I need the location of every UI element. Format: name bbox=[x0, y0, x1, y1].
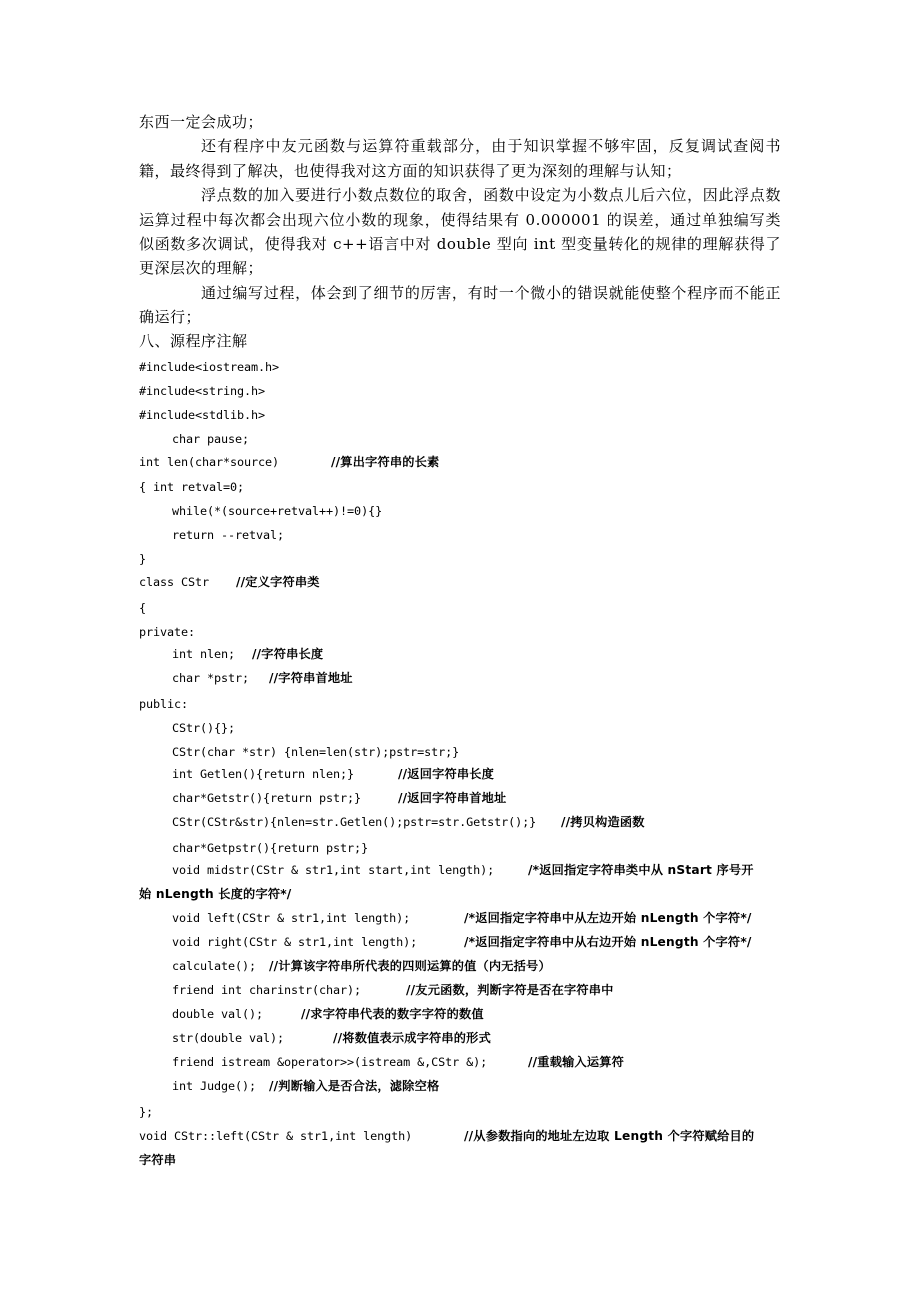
code-line: #include<stdlib.h> bbox=[139, 408, 266, 422]
code-comment: //定义字符串类 bbox=[236, 575, 320, 589]
code-line: int Getlen(){return nlen;} bbox=[172, 767, 355, 781]
paragraph-friend-functions: 还有程序中友元函数与运算符重载部分，由于知识掌握不够牢固，反复调试查阅书籍，最终得到了解决，也使得我对这方面的知识获得了更为深刻的理解与认知； bbox=[139, 137, 781, 180]
code-comment: //求字符串代表的数字字符的数值 bbox=[301, 1007, 484, 1021]
code-line: int Judge(); bbox=[172, 1079, 257, 1093]
code-line: void right(CStr & str1,int length); bbox=[172, 935, 418, 949]
code-line: str(double val); bbox=[172, 1031, 285, 1045]
conclusion-text bbox=[139, 110, 781, 330]
code-line: #include<iostream.h> bbox=[139, 360, 280, 374]
code-comment: //字符串首地址 bbox=[269, 671, 353, 685]
code-line: double val(); bbox=[172, 1007, 264, 1021]
code-line: calculate(); bbox=[172, 959, 257, 973]
code-comment: //计算该字符串所代表的四则运算的值（内无括号） bbox=[269, 959, 551, 973]
code-line: return --retval; bbox=[172, 528, 285, 542]
code-line: void midstr(CStr & str1,int start,int length); bbox=[172, 863, 495, 877]
code-line: void CStr::left(CStr & str1,int length) bbox=[139, 1129, 413, 1143]
paragraph-floating-point: 浮点数的加入要进行小数点数位的取舍，函数中设定为小数点儿后六位，因此浮点数运算过程中每次都会出现六位小数的现象，使得结果有 0.000001 的误差，通过单独编写类似函数多次调试，使得我对 c++语言中对 double 型向 int 型变量转化的规律的理解获得了更深层次的理解； bbox=[139, 186, 781, 278]
code-line: void left(CStr & str1,int length); bbox=[172, 911, 411, 925]
code-comment: /*返回指定字符串中从右边开始 nLength 个字符*/ bbox=[464, 935, 752, 949]
section-heading: 八、源程序注解 bbox=[139, 332, 248, 350]
code-line: char pause; bbox=[172, 432, 250, 446]
code-comment: //字符串长度 bbox=[252, 647, 324, 661]
code-line: #include<string.h> bbox=[139, 384, 266, 398]
code-comment: //从参数指向的地址左边取 Length 个字符赋给目的 bbox=[464, 1129, 755, 1143]
code-line: friend istream &operator>>(istream &,CStr &); bbox=[172, 1055, 488, 1069]
code-line: } bbox=[139, 552, 147, 566]
paragraph-continuation: 东西一定会成功； bbox=[139, 113, 264, 131]
code-comment: //返回字符串长度 bbox=[398, 767, 495, 781]
code-line: class CStr bbox=[139, 575, 210, 589]
code-line: private: bbox=[139, 625, 196, 639]
code-comment: 始 nLength 长度的字符*/ bbox=[139, 887, 292, 901]
code-line: CStr(char *str) {nlen=len(str);pstr=str;} bbox=[172, 745, 460, 759]
code-line: int len(char*source) bbox=[139, 455, 280, 469]
code-comment: 字符串 bbox=[139, 1153, 177, 1167]
code-comment: //将数值表示成字符串的形式 bbox=[333, 1031, 491, 1045]
code-line: char*Getstr(){return pstr;} bbox=[172, 791, 362, 805]
code-line: }; bbox=[139, 1105, 154, 1119]
code-comment: //算出字符串的长素 bbox=[331, 455, 440, 469]
code-comment: /*返回指定字符串中从左边开始 nLength 个字符*/ bbox=[464, 911, 752, 925]
code-comment: //友元函数，判断字符是否在字符串中 bbox=[406, 983, 614, 997]
code-line: friend int charinstr(char); bbox=[172, 983, 362, 997]
code-line: char*Getpstr(){return pstr;} bbox=[172, 841, 369, 855]
code-comment: //拷贝构造函数 bbox=[561, 815, 645, 829]
code-line: { bbox=[139, 601, 147, 615]
code-line: CStr(CStr&str){nlen=str.Getlen();pstr=str.Getstr();} bbox=[172, 815, 537, 829]
code-line: while(*(source+retval++)!=0){} bbox=[172, 504, 383, 518]
code-line: char *pstr; bbox=[172, 671, 250, 685]
code-line: CStr(){}; bbox=[172, 721, 236, 735]
code-comment: /*返回指定字符串类中从 nStart 序号开 bbox=[528, 863, 754, 877]
paragraph-detail: 通过编写过程，体会到了细节的厉害，有时一个微小的错误就能使整个程序而不能正确运行； bbox=[139, 283, 781, 327]
code-comment: //判断输入是否合法，滤除空格 bbox=[269, 1079, 440, 1093]
code-line: { int retval=0; bbox=[139, 480, 245, 494]
code-comment: //重载输入运算符 bbox=[528, 1055, 625, 1069]
code-line: int nlen; bbox=[172, 647, 236, 661]
code-comment: //返回字符串首地址 bbox=[398, 791, 507, 805]
code-line: public: bbox=[139, 697, 189, 711]
